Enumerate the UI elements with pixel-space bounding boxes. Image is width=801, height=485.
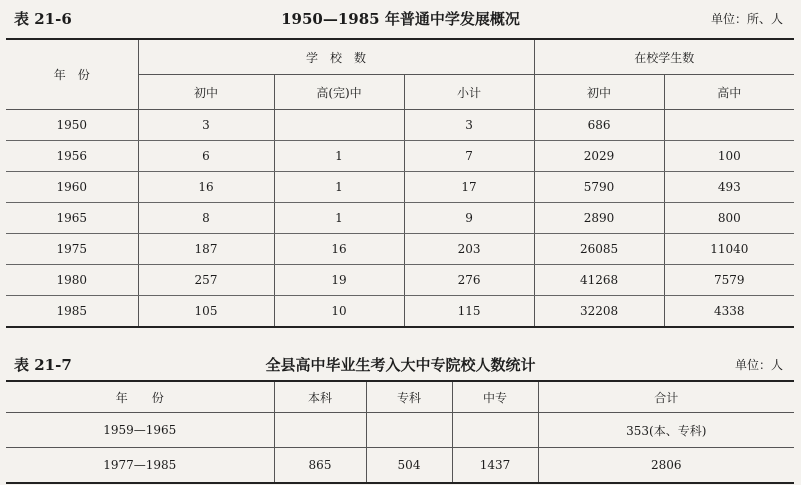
year-header: 年 份 (6, 39, 138, 110)
senior-students-cell: 800 (664, 203, 794, 234)
college-cell (366, 413, 452, 448)
senior-schools-header: 高(完)中 (274, 75, 404, 110)
table-row (6, 448, 794, 484)
table-row (6, 296, 794, 328)
table1-title: 1950—1985 年普通中学发展概况 (281, 10, 520, 28)
junior-students-cell: 5790 (534, 172, 664, 203)
subtotal-cell: 115 (404, 296, 534, 328)
total-cell: 353(本、专科) (538, 413, 794, 448)
senior-students-cell: 4338 (664, 296, 794, 328)
subtotal-cell: 3 (404, 110, 534, 141)
junior-students-cell: 2029 (534, 141, 664, 172)
table-row (6, 203, 794, 234)
table-row (6, 234, 794, 265)
table2-caption (0, 350, 801, 376)
bachelor-cell (274, 413, 366, 448)
senior-students-cell: 100 (664, 141, 794, 172)
senior-schools-cell: 10 (274, 296, 404, 328)
total-cell: 2806 (538, 448, 794, 484)
junior-schools-cell: 16 (138, 172, 274, 203)
table-row (6, 265, 794, 296)
year-cell: 1956 (6, 141, 138, 172)
year-cell: 1960 (6, 172, 138, 203)
year-cell: 1985 (6, 296, 138, 328)
senior-schools-cell: 1 (274, 203, 404, 234)
senior-students-header: 高中 (664, 75, 794, 110)
table2-unit: 单位：人 (734, 358, 783, 372)
university-admission-table (6, 380, 794, 484)
senior-schools-cell: 1 (274, 172, 404, 203)
junior-students-header: 初中 (534, 75, 664, 110)
senior-students-cell: 493 (664, 172, 794, 203)
junior-schools-cell: 8 (138, 203, 274, 234)
secondary-header: 中专 (452, 381, 538, 413)
subtotal-cell: 276 (404, 265, 534, 296)
year-range-cell: 1977—1985 (6, 448, 274, 484)
junior-students-cell: 32208 (534, 296, 664, 328)
secondary-cell: 1437 (452, 448, 538, 484)
table-row (6, 413, 794, 448)
junior-schools-header: 初中 (138, 75, 274, 110)
senior-students-cell: 7579 (664, 265, 794, 296)
subtotal-cell: 9 (404, 203, 534, 234)
junior-schools-cell: 257 (138, 265, 274, 296)
table2-title: 全县高中毕业生考入大中专院校人数统计 (265, 356, 536, 374)
bachelor-cell: 865 (274, 448, 366, 484)
senior-schools-cell: 19 (274, 265, 404, 296)
table-row (6, 172, 794, 203)
table-row (6, 141, 794, 172)
schools-header: 学 校 数 (138, 39, 534, 75)
college-header: 专科 (366, 381, 452, 413)
subtotal-cell: 7 (404, 141, 534, 172)
table-row (6, 110, 794, 141)
junior-schools-cell: 6 (138, 141, 274, 172)
table1-caption (0, 4, 801, 30)
subtotal-cell: 203 (404, 234, 534, 265)
total-header: 合计 (538, 381, 794, 413)
secondary-cell (452, 413, 538, 448)
junior-schools-cell: 105 (138, 296, 274, 328)
year-cell: 1975 (6, 234, 138, 265)
junior-students-cell: 41268 (534, 265, 664, 296)
junior-students-cell: 686 (534, 110, 664, 141)
subtotal-cell: 17 (404, 172, 534, 203)
senior-students-cell (664, 110, 794, 141)
year-range-cell: 1959—1965 (6, 413, 274, 448)
college-cell: 504 (366, 448, 452, 484)
table1-unit: 单位：所、人 (710, 12, 783, 26)
senior-schools-cell: 16 (274, 234, 404, 265)
senior-schools-cell: 1 (274, 141, 404, 172)
students-header: 在校学生数 (534, 39, 794, 75)
table1-number: 表 21-6 (14, 10, 72, 28)
school-development-table (6, 38, 794, 328)
senior-schools-cell (274, 110, 404, 141)
senior-students-cell: 11040 (664, 234, 794, 265)
junior-schools-cell: 187 (138, 234, 274, 265)
subtotal-header: 小计 (404, 75, 534, 110)
junior-students-cell: 26085 (534, 234, 664, 265)
bachelor-header: 本科 (274, 381, 366, 413)
junior-schools-cell: 3 (138, 110, 274, 141)
year-header: 年 份 (6, 381, 274, 413)
year-cell: 1980 (6, 265, 138, 296)
year-cell: 1950 (6, 110, 138, 141)
year-cell: 1965 (6, 203, 138, 234)
junior-students-cell: 2890 (534, 203, 664, 234)
table2-number: 表 21-7 (14, 356, 72, 374)
